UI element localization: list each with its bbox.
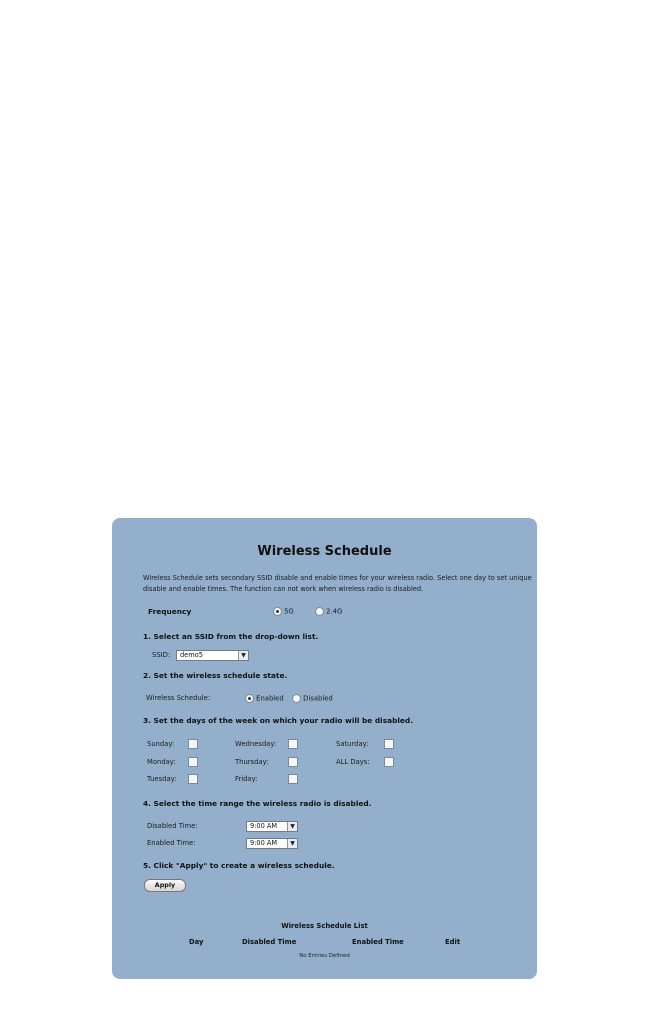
frequency-option-2-4g[interactable] — [315, 607, 342, 616]
frequency-2-4g-label: 2.4G — [326, 607, 343, 616]
checkbox-sunday[interactable] — [188, 739, 198, 749]
checkbox-friday[interactable] — [288, 774, 298, 784]
day-label-sunday: Sunday: — [147, 740, 175, 748]
radio-disabled[interactable] — [292, 694, 301, 703]
checkbox-saturday[interactable] — [384, 739, 394, 749]
step5-heading: 5. Click "Apply" to create a wireless schedule. — [143, 861, 335, 870]
checkbox-all-days[interactable] — [384, 757, 394, 767]
column-header-edit: Edit — [445, 938, 461, 946]
wireless-schedule-panel — [112, 518, 537, 979]
day-label-tuesday: Tuesday: — [147, 775, 177, 783]
day-label-monday: Monday: — [147, 758, 176, 766]
page-title: Wireless Schedule — [257, 544, 392, 559]
apply-button[interactable]: Apply — [144, 879, 186, 892]
day-label-all-days: ALL Days: — [336, 758, 370, 766]
schedule-disabled-option[interactable] — [292, 694, 333, 703]
ssid-value: demo5 — [180, 651, 203, 659]
step4-heading: 4. Select the time range the wireless radio is disabled. — [143, 799, 372, 808]
step3-heading: 3. Set the days of the week on which your radio will be disabled. — [143, 716, 414, 725]
radio-5g[interactable] — [273, 607, 282, 616]
disabled-time-select[interactable] — [246, 821, 298, 832]
step1-heading: 1. Select an SSID from the drop-down list. — [143, 632, 319, 641]
radio-2-4g[interactable] — [315, 607, 324, 616]
ssid-label: SSID: — [152, 651, 171, 659]
checkbox-wednesday[interactable] — [288, 739, 298, 749]
enabled-time-value: 9:00 AM — [250, 839, 278, 847]
wireless-schedule-label: Wireless Schedule: — [146, 694, 211, 702]
frequency-label: Frequency — [148, 607, 192, 616]
checkbox-monday[interactable] — [188, 757, 198, 767]
disabled-time-label: Disabled Time: — [147, 822, 198, 830]
enabled-time-select[interactable] — [246, 838, 298, 849]
frequency-option-5g[interactable] — [273, 607, 294, 616]
schedule-enabled-label: Enabled — [256, 694, 284, 703]
checkbox-thursday[interactable] — [288, 757, 298, 767]
column-header-disabled-time: Disabled Time — [242, 938, 297, 946]
frequency-5g-label: 5G — [284, 607, 294, 616]
day-label-friday: Friday: — [235, 775, 258, 783]
column-header-enabled-time: Enabled Time — [352, 938, 404, 946]
step2-heading: 2. Set the wireless schedule state. — [143, 671, 288, 680]
schedule-enabled-option[interactable] — [245, 694, 284, 703]
schedule-disabled-label: Disabled — [303, 694, 333, 703]
ssid-select[interactable] — [176, 650, 249, 661]
enabled-time-label: Enabled Time: — [147, 839, 196, 847]
schedule-list-title: Wireless Schedule List — [281, 922, 368, 930]
schedule-list-empty: No Entries Defined — [299, 953, 350, 959]
column-header-day: Day — [189, 938, 204, 946]
chevron-down-icon[interactable]: ▼ — [287, 839, 297, 848]
day-label-saturday: Saturday: — [336, 740, 369, 748]
page-description: Wireless Schedule sets secondary SSID disable and enable times for your wireless radio. Select one day to set unique disable and enable times. The function can not work when wireless radio is disabled. — [143, 574, 532, 593]
day-label-thursday: Thursday: — [235, 758, 269, 766]
radio-enabled[interactable] — [245, 694, 254, 703]
disabled-time-value: 9:00 AM — [250, 822, 278, 830]
day-label-wednesday: Wednesday: — [235, 740, 277, 748]
checkbox-tuesday[interactable] — [188, 774, 198, 784]
chevron-down-icon[interactable]: ▼ — [238, 651, 248, 660]
chevron-down-icon[interactable]: ▼ — [287, 822, 297, 831]
